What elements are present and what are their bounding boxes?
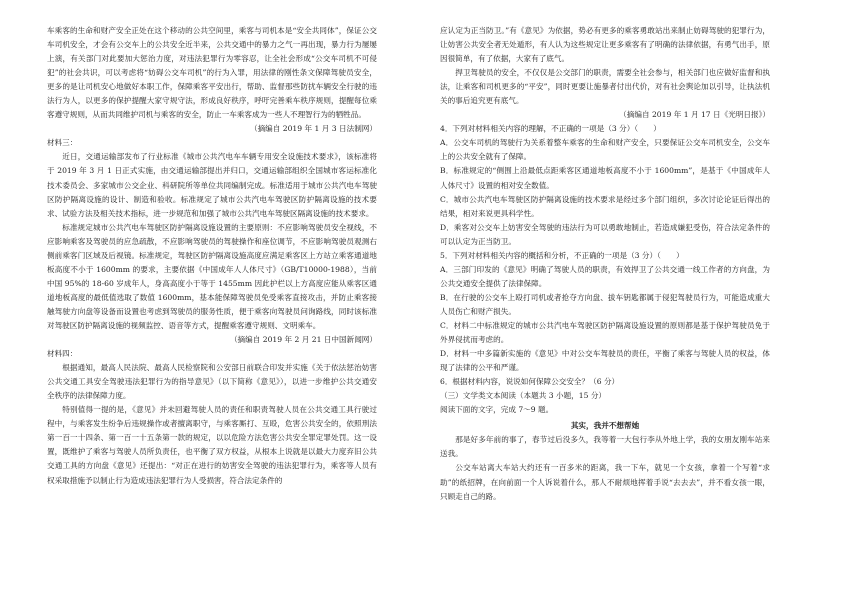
section-heading: （三）文学类文本阅读（本题共 3 小题，15 分） xyxy=(440,391,607,401)
source-citation: （摘编自 2019 年 1 月 17 日《光明日报》） xyxy=(619,110,770,120)
paragraph: 捍卫驾驶员的安全，不仅仅是公交部门的职责，需要全社会参与，相关部门也应做好监督和执法，让乘客和司机更多的“平安”，同时更要让施暴者付出代价，对有社会舆论加以引导，让执法机关的事后追究更有底气。 xyxy=(440,68,770,106)
right-column xyxy=(440,24,770,504)
instruction: 阅读下面的文字，完成 7～9 题。 xyxy=(440,405,554,415)
paragraph: 特别值得一提的是，《意见》并未回避驾驶人员的责任和职责驾驶人员在公共交通工具行驶过程中，与乘客发生纷争后违规操作或者擅离职守，与乘客厮打、互殴，危害公共安全的，依照刑法第一百一十四条、第一百一十五条第一款的规定，以以危险方法危害公共安全罪定罪处罚。这一设置，既维护了乘客与驾驶人员所负责任，也平衡了双方权益，从根本上说就是以最大力度弃旧公共交通工具的方向盘《意见》还提出：“对正在进行的妨害安全驾驶的违法犯罪行为，乘客等人员有权采取措施予以制止行为造成违法犯罪行为人受损害，符合法定条件的 xyxy=(47,405,377,485)
option-b: B．在行驶的公交车上殴打司机或者抢夺方向盘、拔车钥匙都属于侵犯驾驶员行为，可能造成重大人员伤亡和财产损失。 xyxy=(440,292,770,316)
left-column xyxy=(47,24,377,488)
option-a: A．三部门印发的《意见》明确了驾驶人员的职责，有效捍卫了公共交通一线工作者的方向盘，为公共交通安全提供了法律保障。 xyxy=(440,264,770,288)
option-d: D．乘客对公交车上妨害安全驾驶的违法行为可以勇敢地制止，若造成嫌犯受伤，符合法定条件的可以认定为正当防卫。 xyxy=(440,222,770,246)
option-d: D．材料一中多篇新实施的《意见》中对公交车驾驶员的责任，平衡了乘客与驾驶人员的权益，体现了法律的公平和严谨。 xyxy=(440,349,770,373)
paragraph: 根据通知，最高人民法院、最高人民检察院和公安部日前联合印发并实施《关于依法惩治妨害公共交通工具安全驾驶违法犯罪行为的指导意见》（以下简称《意见》），以进一步维护公共交通安全秩序的法律保障力度。 xyxy=(47,363,377,401)
option-b: B．标准规定的“侧围上沿最低点距乘客区通道地板高度不小于 1600mm”，是基于《中国成年人人体尺寸》设置的相对安全数值。 xyxy=(440,166,770,190)
paragraph: 公交车站离大车站大约还有一百多米的距离，我一下车，就见一个女孩，拿着一个写着“求助”的纸招牌，在向前面一个人诉说着什么，那人不耐烦地挥着手说“去去去”，并不看女孩一眼，只顾走自己的路。 xyxy=(440,463,770,501)
source-citation: （摘编自 2019 年 1 月 3 日法制网） xyxy=(249,124,377,134)
story-title: 其实，我并不想帮她 xyxy=(570,421,640,431)
paragraph: 近日，交通运输部发布了行业标准《城市公共汽电车车辆专用安全设施技术要求》，该标准将于 2019 年 3 月 1 日正式实施，由交通运输部提出并归口，交通运输部组织全国城市客运标准化技术委员会、多家城市公交企业、科研院所等单位共同编制完成。标准适用于城市公共汽电车驾驶区防护隔离设施的设计、制造和验收。标准规定了城市公共汽电车驾驶区防护隔离设施的技术要求、试验方法及相关技术指标，进一步规范和加强了城市公共汽电车驾驶区隔离设施的技术要求。 xyxy=(47,152,377,218)
option-c: C．城市公共汽电车驾驶区防护隔离设施的技术要求是经过多个部门组织，多次讨论论证后得出的结果，相对来说更具科学性。 xyxy=(440,194,770,218)
question-6: 6．根据材料内容，说说如何保障公交安全？（6 分） xyxy=(440,377,620,387)
paragraph: 标准规定城市公共汽电车驾驶区防护隔离设施设置的主要原则：不应影响驾驶员安全视线，不应影响乘客及驾驶员的应急疏散，不应影响驾驶员的驾驶操作和座位调节，不应影响驾驶员观测右侧前乘客门区域及后视镜。标准规定，驾驶区防护隔离设施高度应满足乘客区上方站立乘客通道地板高度不小于 1600mm 的要求，主要依据《中国成年人人体尺寸》（GB/T10000-1988），当前中国 95%的 18-60 岁成年人，身高高度小于等于 1455mm 因此护栏以上方高度应能从乘客区通道地板高度的最低值选取了数值 1600mm，基本能保障驾驶员免受乘客直接攻击，并防止乘客接触驾驶方向盘等设备而设置也考虑到驾驶员的服务性质，便于乘客向驾驶员问询路线，同时该标准对驾驶区防护隔离设施的视频监控、语音等方式，提醒乘客遵守规则、文明乘车。 xyxy=(47,222,377,330)
material-heading: 材料四： xyxy=(47,349,78,359)
question-5: 5．下列对材料相关内容的概括和分析，不正确的一项是（3 分）（ ） xyxy=(440,250,684,260)
source-citation: （摘编自 2019 年 2 月 21 日中国新闻网） xyxy=(229,335,377,345)
option-c: C．材料二中标准规定的城市公共汽电车驾驶区防护隔离设施设置的原则都是基于保护驾驶员免于外界侵扰而考虑的。 xyxy=(440,320,770,345)
paragraph: 应认定为正当防卫。”有《意见》为依据，势必有更多的乘客勇敢站出来制止妨碍驾驶的犯罪行为，让妨害公共安全者无处遁形，有人认为这些规定让更多乘客有了明确的法律依据，有勇气出手，原因很简单，有了依据，大家有了底气。 xyxy=(440,26,770,64)
material-heading: 材料三： xyxy=(47,138,78,148)
question-4: 4．下列对材料相关内容的理解，不正确的一项是（3 分）（ ） xyxy=(440,124,661,134)
paragraph: 车乘客的生命和财产安全正处在这个移动的公共空间里，乘客与司机本是“安全共同体”，保证公交车司机安全，才会有公交车上的公共安全近半来，公共交通中的暴力之气一再出现，暴力行为屡屡上演，有关部门对此要加大惩治力度，对违法犯罪行为零容忍，让全社会形成“公交车司机不可侵犯”的社会共识，可以考虑将“妨碍公交车司机”的行为入罪，用法律的刚性条文保障驾驶员安全，更多的是让司机安心地做好本职工作，保障乘客平安出行，帮助、监督那些防扰车辆安全行驶的违法行为人，以更多的保护提醒大家守规守法，形成良好秩序，呼吁完善乘车秩序规则，提醒每位乘客遵守规则，从而共同维护司机与乘客的安全，防止一车乘客成为一些人不理智行为的牺牲品。 xyxy=(47,26,377,120)
paragraph: 那是好多年前的事了，春节过后没多久，我等着一大包行李从外地上学，我的女朋友刚车站来送我。 xyxy=(440,435,770,459)
option-a: A．公交车司机的驾驶行为关系着整车乘客的生命和财产安全，只要保证公交车司机安全，公交车上的公共安全就有了保障。 xyxy=(440,138,770,162)
